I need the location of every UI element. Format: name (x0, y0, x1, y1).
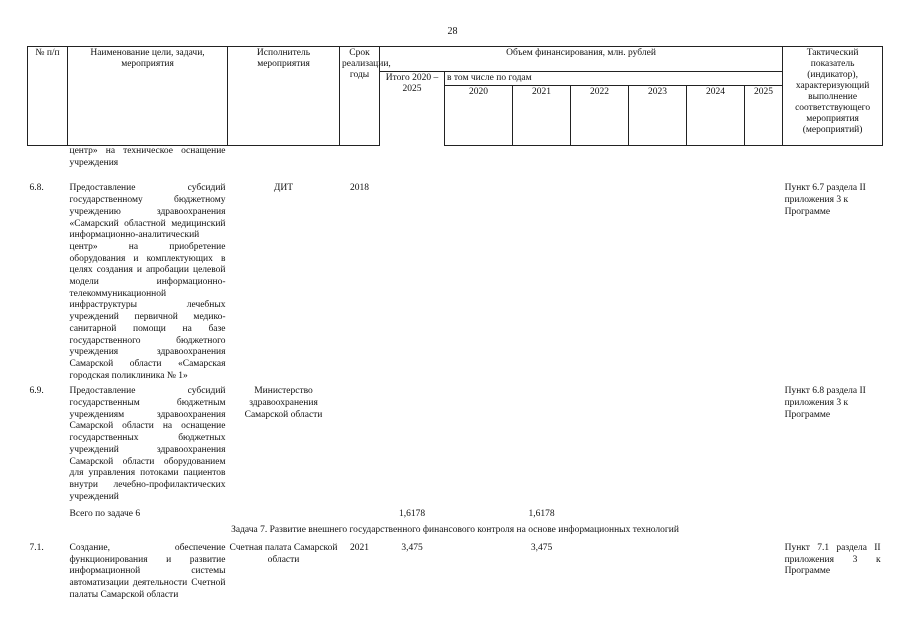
row-2020 (445, 146, 513, 170)
row-total (380, 183, 445, 382)
row-num (28, 146, 68, 170)
row-total (380, 386, 445, 503)
header-year-2021: 2021 (513, 86, 571, 146)
table-header (28, 47, 883, 146)
row-2021 (513, 386, 571, 503)
row-num (28, 503, 68, 521)
header-term: Срок реализации, годы (340, 47, 380, 146)
row-name: центр» на техническое оснащение учреждения (69, 146, 226, 168)
funding-table (27, 46, 883, 601)
row-2020 (445, 183, 513, 382)
row-total: 1,6178 (398, 509, 426, 520)
page-number: 28 (447, 26, 458, 37)
header-year-2025: 2025 (745, 86, 783, 146)
row-name: Предоставление субсидий государственным бюджетным учреждениям здравоохранения Самарской области на оснащение государственных бюджетных учреждений здравоохранения Самарской области оборудованием для управления потоками пациентов внутри лечебно-профилактических учреждений (69, 386, 226, 502)
row-term: 2021 (350, 542, 369, 553)
header-num: № п/п (28, 47, 68, 146)
row-indicator: Пункт 6.7 раздела II приложения 3 к Программе (784, 183, 866, 217)
row-indicator: Пункт 7.1 раздела II приложения 3 к Программе (784, 542, 881, 577)
row-executor: Министерство здравоохранения Самарской области (244, 386, 323, 420)
table-row (28, 543, 883, 602)
row-indicator (783, 146, 883, 170)
row-total (380, 146, 445, 170)
header-year-2022: 2022 (571, 86, 629, 146)
row-executor: ДИТ (273, 183, 294, 194)
table-row (28, 386, 883, 503)
header-executor: Исполнитель мероприятия (228, 47, 340, 146)
header-year-2020: 2020 (445, 86, 513, 146)
row-total: 3,475 (401, 542, 423, 553)
row-2020 (445, 543, 513, 602)
header-total: Итого 2020 – 2025 (380, 72, 445, 146)
row-num: 6.8. (29, 183, 44, 194)
table-row (28, 183, 883, 382)
header-name: Наименование цели, задачи, мероприятия (68, 47, 228, 146)
row-2020 (445, 386, 513, 503)
row-executor: Счетная палата Самарской области (229, 542, 338, 565)
task7-title: Задача 7. Развитие внешнего государственного финансового контроля на основе информационных технологий (231, 525, 679, 536)
header-indicator: Тактический показатель (индикатор), характеризующий выполнение соответствующего мероприятия (мероприятий) (783, 47, 883, 146)
row-term: 2018 (350, 183, 369, 194)
row-2021: 1,6178 (528, 509, 555, 520)
header-year-2023: 2023 (629, 86, 687, 146)
row-name: Всего по задаче 6 (69, 509, 141, 520)
row-term (340, 386, 380, 503)
table-row (28, 146, 883, 170)
task-heading-row (28, 521, 883, 543)
table-row-total (28, 503, 883, 521)
row-term (340, 146, 380, 170)
row-2021: 3,475 (530, 542, 553, 553)
row-2021 (513, 183, 571, 382)
row-executor (228, 146, 340, 170)
row-name: Предоставление субсидий государственному бюджетному учреждению здравоохранения «Самарский областной медицинский информационно-аналитический центр» на приобретение оборудования и комплектующих в целях создания и апробации целевой модели информационно-телекоммуникационной инфраструктуры лечебных учреждений первичной медико-санитарной помощи на базе государственного бюджетного учреждения здравоохранения Самарской области «Самарская городская поликлиника № 1» (69, 183, 226, 381)
row-2020 (445, 503, 513, 521)
row-num: 7.1. (29, 542, 44, 553)
header-funding: Объем финансирования, млн. рублей (380, 47, 783, 72)
row-name: Создание, обеспечение функционирования и развитие информационной системы автоматизации деятельности Счетной палаты Самарской области (69, 542, 226, 600)
row-num: 6.9. (29, 386, 44, 397)
row-2021 (513, 146, 571, 170)
row-indicator: Пункт 6.8 раздела II приложения 3 к Программе (784, 386, 866, 420)
header-year-2024: 2024 (687, 86, 745, 146)
header-by-years: в том числе по годам (445, 72, 783, 86)
